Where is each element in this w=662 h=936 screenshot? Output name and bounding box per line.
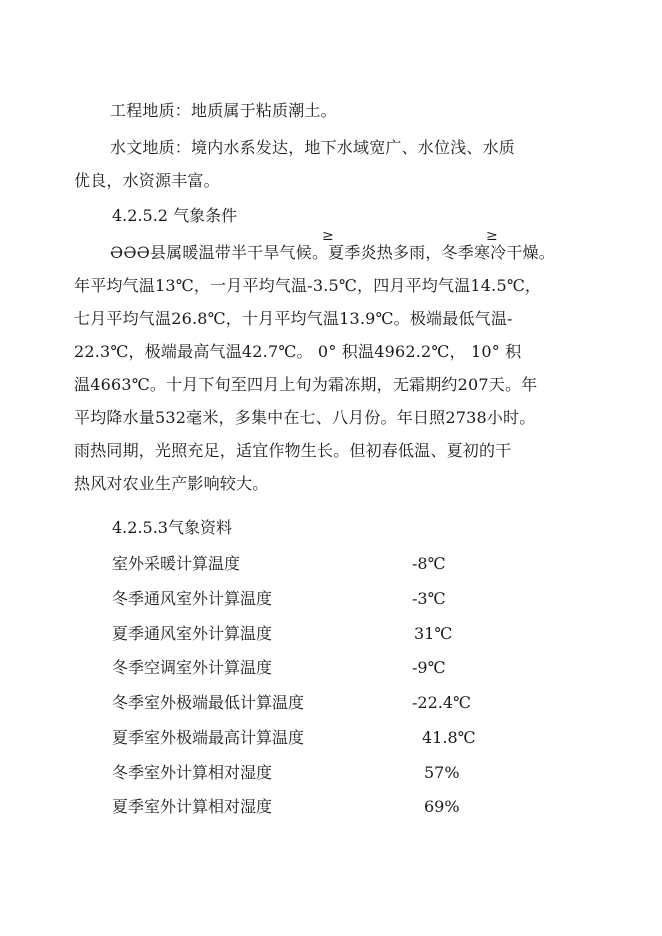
climate-line-4: 22.3℃，极端最高气温42.7℃。 0° 积温4962.2℃， 10° 积 <box>74 342 522 361</box>
climate-line-3: 七月平均气温26.8℃，十月平均气温13.9℃。极端最低气温- <box>74 309 513 328</box>
climate-data-label: 冬季通风室外计算温度 <box>112 589 273 608</box>
climate-line-5: 温4663℃。十月下旬至四月上旬为霜冻期，无霜期约207天。年 <box>74 375 538 394</box>
overlay-mark-greater-equal-2: ≥ <box>486 228 498 244</box>
climate-line-1: ƏƏƏ县属暖温带半干旱气候。夏季炎热多雨，冬季寒冷干燥。 <box>110 243 555 262</box>
climate-data-label: 室外采暖计算温度 <box>112 554 241 573</box>
climate-data-row <box>112 552 532 576</box>
climate-data-value: -8℃ <box>412 554 446 573</box>
climate-data-label: 夏季通风室外计算温度 <box>112 624 273 643</box>
section-heading-climate-data: 4.2.5.3气象资料 <box>112 518 232 537</box>
climate-line-7: 雨热同期，光照充足，适宜作物生长。但初春低温、夏初的干 <box>74 441 512 460</box>
climate-line-8: 热风对农业生产影响较大。 <box>74 474 269 493</box>
climate-data-value: 41.8℃ <box>422 728 476 747</box>
climate-data-row <box>112 656 532 680</box>
engineering-geology-text: 工程地质：地质属于粘质潮土。 <box>110 101 337 120</box>
overlay-mark-greater-equal-1: ≥ <box>322 228 334 244</box>
climate-data-label: 冬季空调室外计算温度 <box>112 658 273 677</box>
climate-data-value: -9℃ <box>412 658 446 677</box>
engineering-geology-paragraph <box>74 94 594 127</box>
climate-data-value: 31℃ <box>414 624 453 643</box>
climate-data-label: 夏季室外极端最高计算温度 <box>112 728 305 747</box>
climate-line-6: 平均降水量532毫米，多集中在七、八月份。年日照2738小时。 <box>74 408 536 427</box>
climate-data-row <box>112 691 532 715</box>
climate-data-value: 69% <box>424 797 460 816</box>
hydro-geology-line-2: 优良，水资源丰富。 <box>74 171 220 190</box>
climate-line-2: 年平均气温13℃，一月平均气温-3.5℃，四月平均气温14.5℃， <box>74 276 542 295</box>
climate-data-row <box>112 761 532 785</box>
climate-data-value: -22.4℃ <box>412 693 471 712</box>
section-heading-climate-conditions: 4.2.5.2 气象条件 <box>112 206 238 225</box>
climate-data-label: 冬季室外极端最低计算温度 <box>112 693 305 712</box>
climate-paragraph <box>74 236 594 500</box>
hydro-geology-paragraph <box>74 131 594 197</box>
climate-data-row <box>112 622 532 646</box>
hydro-geology-line-1: 水文地质：境内水系发达，地下水域宽广、水位浅、水质 <box>110 138 516 157</box>
climate-data-row <box>112 587 532 611</box>
climate-data-value: 57% <box>424 763 460 782</box>
climate-data-label: 夏季室外计算相对湿度 <box>112 797 273 816</box>
climate-data-row <box>112 795 532 819</box>
climate-data-label: 冬季室外计算相对湿度 <box>112 763 273 782</box>
climate-data-row <box>112 726 532 750</box>
climate-data-value: -3℃ <box>412 589 446 608</box>
